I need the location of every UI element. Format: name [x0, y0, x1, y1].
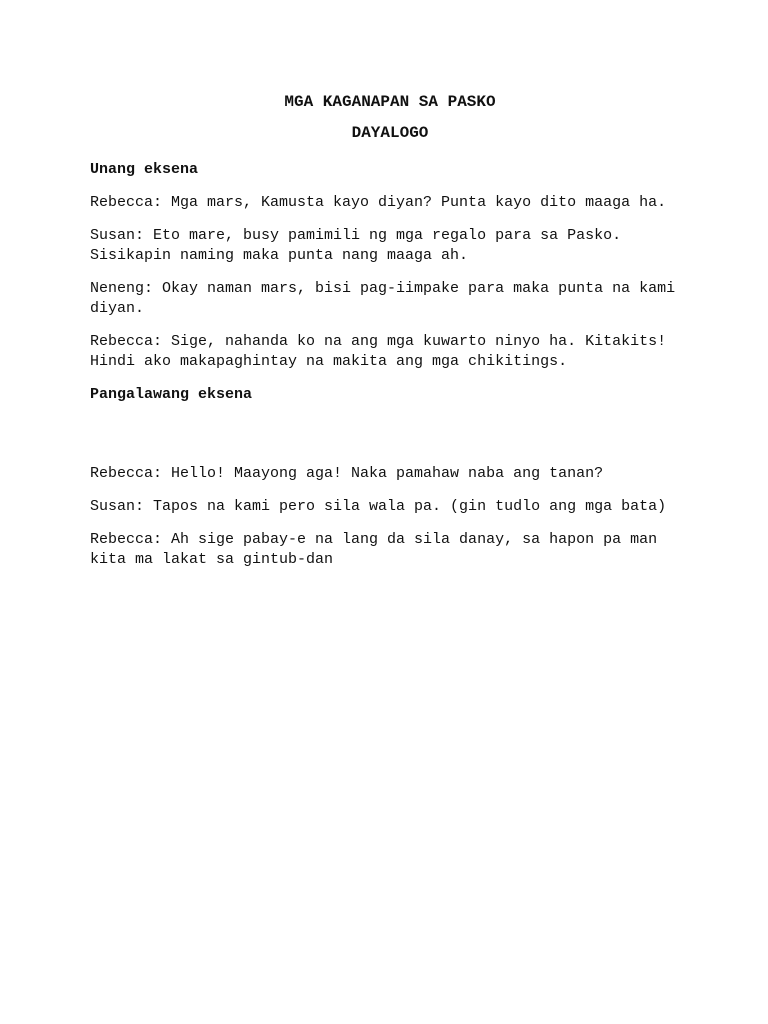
document-page [90, 91, 690, 583]
document-title: MGA KAGANAPAN SA PASKO [284, 93, 496, 111]
dialogue-line: Rebecca: Ah sige pabay-e na lang da sila danay, sa hapon pa man kita ma lakat sa gintub-dan [90, 531, 658, 568]
blank-space [90, 418, 690, 464]
dialogue-line: Neneng: Okay naman mars, bisi pag-iimpake para maka punta na kami diyan. [90, 280, 676, 317]
document-subtitle: DAYALOGO [351, 124, 429, 142]
dialogue-line: Susan: Eto mare, busy pamimili ng mga regalo para sa Pasko. Sisikapin naming maka punta nang maaga ah. [90, 227, 622, 264]
dialogue-line: Rebecca: Mga mars, Kamusta kayo diyan? Punta kayo dito maaga ha. [90, 194, 667, 211]
scene-2-heading: Pangalawang eksena [90, 386, 253, 403]
dialogue-line: Rebecca: Sige, nahanda ko na ang mga kuwarto ninyo ha. Kitakits! Hindi ako makapaghintay na makita ang mga chikitings. [90, 333, 667, 370]
scene-1-heading: Unang eksena [90, 161, 199, 178]
dialogue-line: Rebecca: Hello! Maayong aga! Naka pamahaw naba ang tanan? [90, 465, 604, 482]
dialogue-line: Susan: Tapos na kami pero sila wala pa. (gin tudlo ang mga bata) [90, 498, 667, 515]
